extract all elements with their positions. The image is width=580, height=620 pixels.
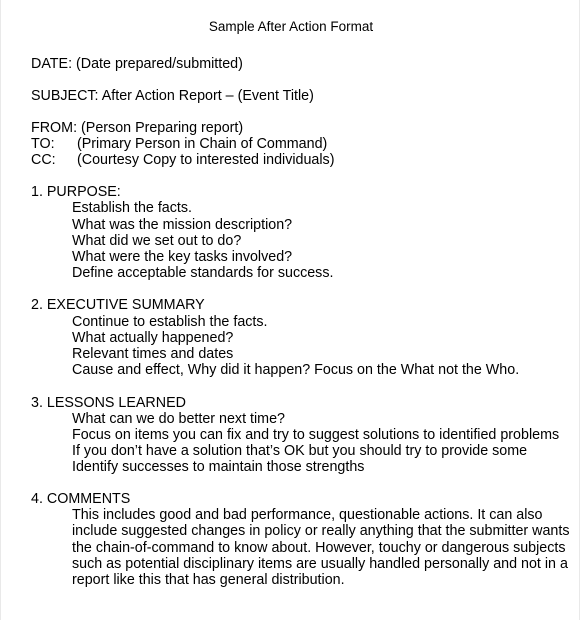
document-title: Sample After Action Format [208, 19, 374, 34]
section-line: the chain-of-command to know about. However, touchy or dangerous subjects [72, 540, 566, 556]
to-value: (Primary Person in Chain of Command) [77, 136, 328, 152]
section-line: What were the key tasks involved? [72, 249, 293, 265]
section-line: include suggested changes in policy or really anything that the submitter wants [72, 523, 570, 539]
section-line: What actually happened? [72, 330, 234, 346]
section-heading-purpose: 1. PURPOSE: [31, 184, 121, 200]
section-line: This includes good and bad performance, questionable actions. It can also [72, 507, 543, 523]
to-label: TO: [31, 136, 55, 152]
section-line: Relevant times and dates [72, 346, 234, 362]
section-line: Define acceptable standards for success. [72, 265, 334, 281]
section-line: If you don’t have a solution that’s OK but you should try to provide some [72, 443, 528, 459]
from-line: FROM: (Person Preparing report) [31, 120, 244, 136]
section-line: Continue to establish the facts. [72, 314, 268, 330]
subject-line: SUBJECT: After Action Report – (Event Title) [31, 88, 314, 104]
section-heading-executive-summary: 2. EXECUTIVE SUMMARY [31, 297, 205, 313]
section-line: such as potential disciplinary items are usually handled personally and not in a [72, 556, 568, 572]
section-line: Identify successes to maintain those strengths [72, 459, 365, 475]
section-line: report like this that has general distribution. [72, 572, 345, 588]
cc-line [31, 152, 334, 168]
section-line: What did we set out to do? [72, 233, 242, 249]
section-heading-lessons-learned: 3. LESSONS LEARNED [31, 395, 186, 411]
cc-label: CC: [31, 152, 56, 168]
section-line: What was the mission description? [72, 217, 293, 233]
cc-value: (Courtesy Copy to interested individuals) [77, 152, 335, 168]
section-line: Cause and effect, Why did it happen? Focus on the What not the Who. [72, 362, 520, 378]
section-line: What can we do better next time? [72, 411, 285, 427]
date-line: DATE: (Date prepared/submitted) [31, 56, 243, 72]
to-line [31, 136, 327, 152]
section-heading-comments: 4. COMMENTS [31, 491, 131, 507]
section-line: Focus on items you can fix and try to suggest solutions to identified problems [72, 427, 560, 443]
section-line: Establish the facts. [72, 200, 192, 216]
